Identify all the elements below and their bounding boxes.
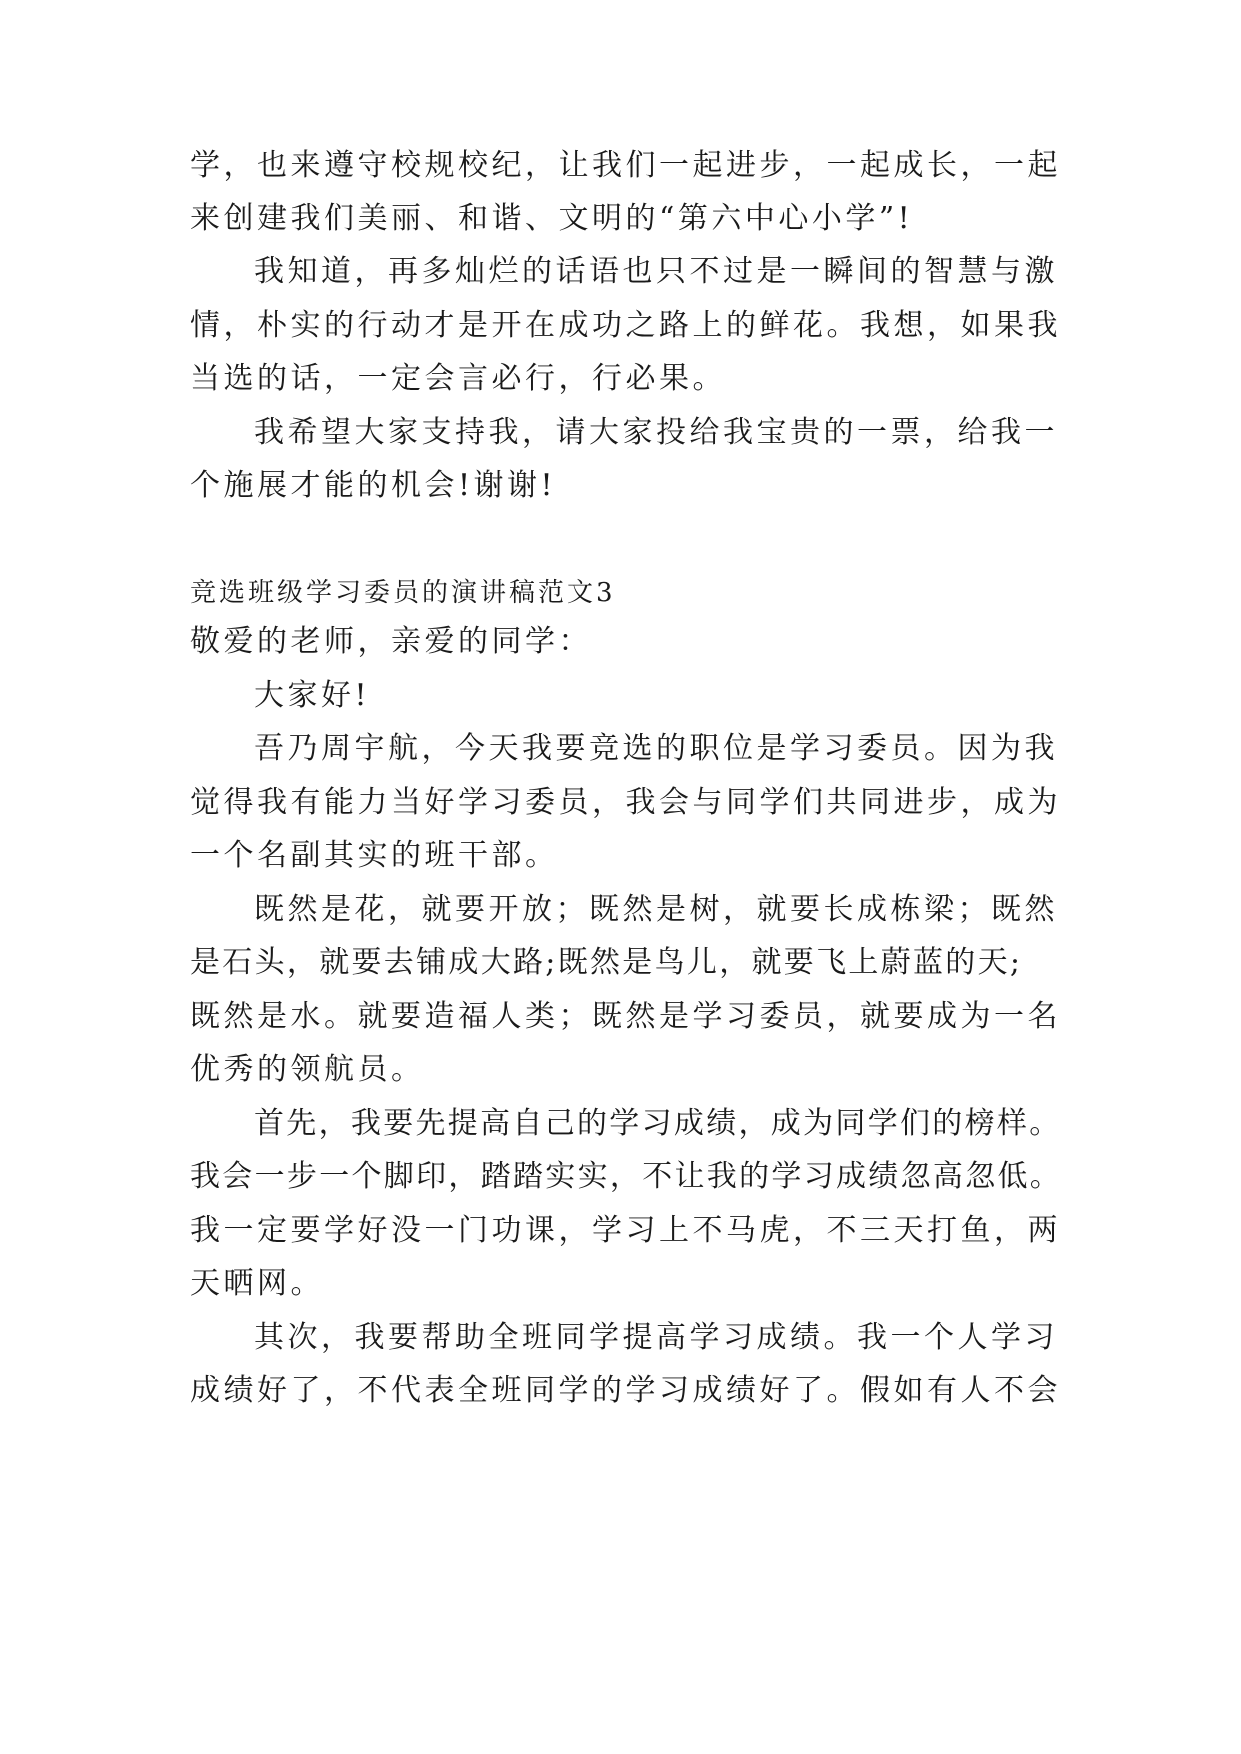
text-line: 当选的话，一定会言必行，行必果。 xyxy=(190,361,726,396)
text-line: 来创建我们美丽、和谐、文明的“第六中心小学”! xyxy=(190,201,914,236)
greeting: 大家好! xyxy=(254,678,371,713)
text-line: 我会一步一个脚印，踏踏实实，不让我的学习成绩忽高忽低。 xyxy=(190,1159,1063,1194)
text-line: 我一定要学好没一门功课，学习上不马虎，不三天打鱼，两 xyxy=(190,1213,1061,1248)
text-line: 首先，我要先提高自己的学习成绩，成为同学们的榜样。 xyxy=(254,1106,1062,1141)
text-line: 学，也来遵守校规校纪，让我们一起进步，一起成长，一起 xyxy=(190,148,1061,183)
text-line: 一个名副其实的班干部。 xyxy=(190,838,559,873)
text-line: 既然是花，就要开放；既然是树，就要长成栋梁；既然 xyxy=(254,892,1058,927)
text-line: 优秀的领航员。 xyxy=(190,1052,425,1087)
text-line: 吾乃周宇航，今天我要竞选的职位是学习委员。因为我 xyxy=(254,731,1058,766)
text-line: 其次，我要帮助全班同学提高学习成绩。我一个人学习 xyxy=(254,1320,1058,1355)
text-line: 觉得我有能力当好学习委员，我会与同学们共同进步，成为 xyxy=(190,785,1061,820)
text-line: 我知道，再多灿烂的话语也只不过是一瞬间的智慧与激 xyxy=(254,254,1058,289)
text-line: 个施展才能的机会!谢谢! xyxy=(190,468,557,503)
salutation: 敬爱的老师，亲爱的同学： xyxy=(190,624,592,659)
text-line: 是石头，就要去铺成大路;既然是鸟儿，就要飞上蔚蓝的天; xyxy=(190,945,1023,980)
section-title: 竞选班级学习委员的演讲稿范文3 xyxy=(190,578,616,608)
text-line: 天晒网。 xyxy=(190,1266,324,1301)
text-line: 既然是水。就要造福人类；既然是学习委员，就要成为一名 xyxy=(190,999,1061,1034)
text-line: 情，朴实的行动才是开在成功之路上的鲜花。我想，如果我 xyxy=(190,308,1061,343)
text-line: 成绩好了，不代表全班同学的学习成绩好了。假如有人不会 xyxy=(190,1373,1061,1408)
text-line: 我希望大家支持我，请大家投给我宝贵的一票，给我一 xyxy=(254,415,1058,450)
